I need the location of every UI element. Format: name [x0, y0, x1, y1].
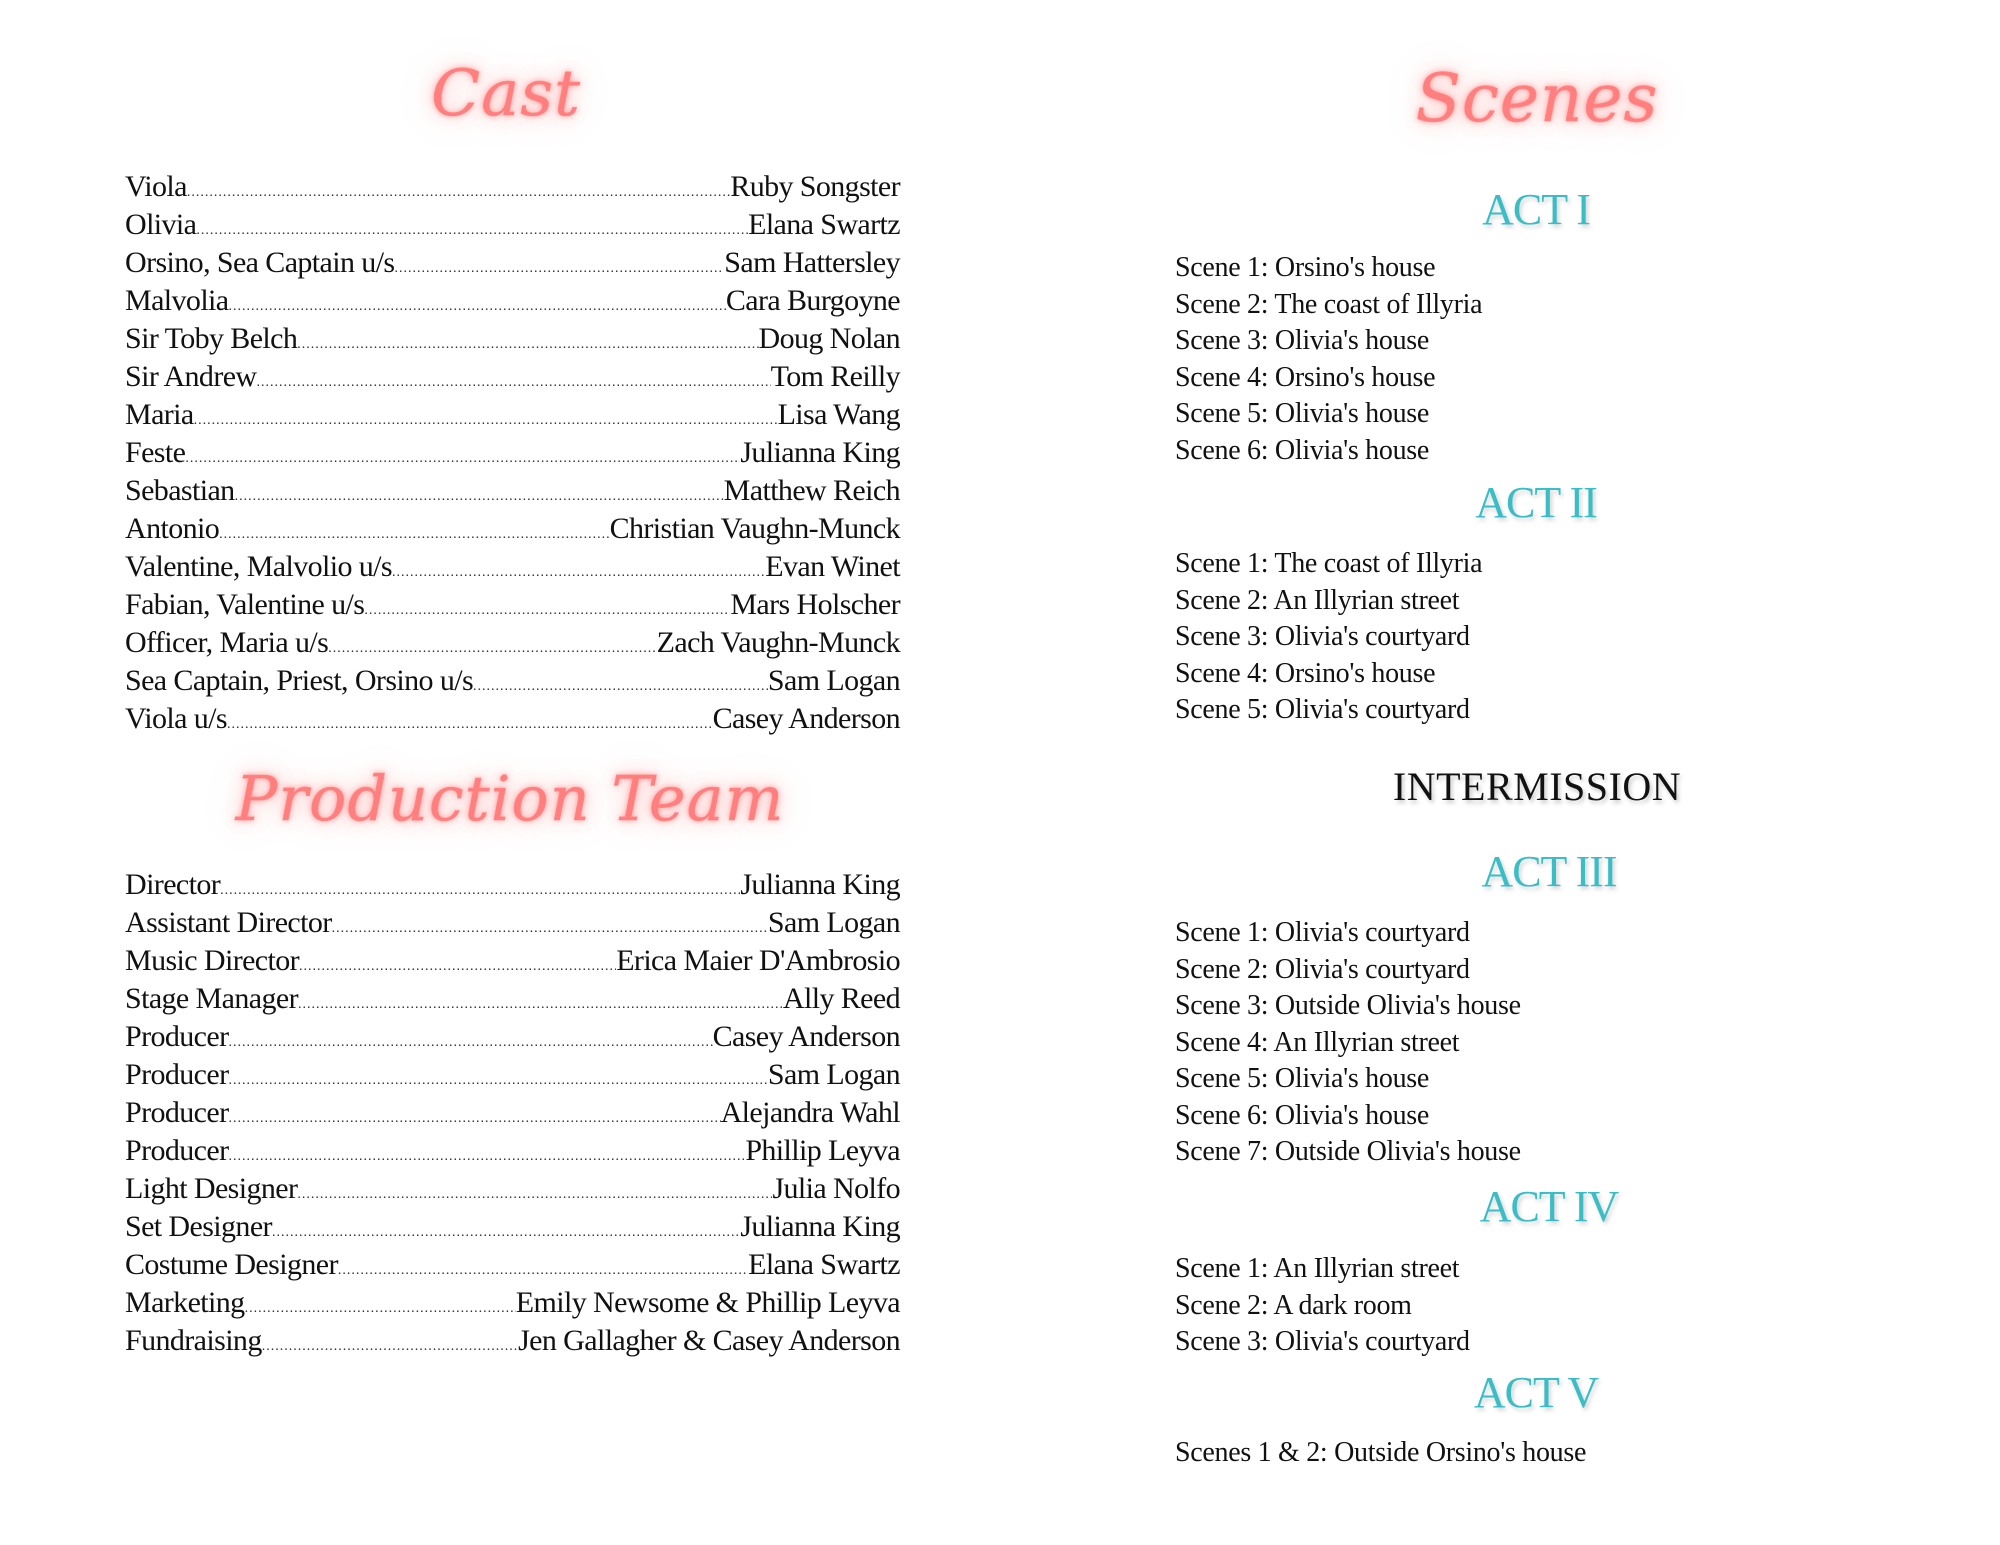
cast-actor: Elana Swartz: [748, 208, 900, 241]
act-4-scene-list: [1175, 1251, 1470, 1361]
scene-item: Scene 3: Olivia's courtyard: [1175, 1326, 1470, 1357]
scene-item: Scene 1: An Illyrian street: [1175, 1253, 1460, 1284]
cast-row: [125, 244, 900, 282]
act-heading-1: ACT I: [1482, 185, 1590, 234]
cast-row: [125, 510, 900, 548]
cast-role: Viola u/s: [125, 702, 227, 735]
cast-actor: Christian Vaughn-Munck: [609, 512, 900, 545]
crew-row: [125, 1322, 900, 1360]
crew-member: Sam Logan: [767, 1058, 900, 1091]
cast-row: [125, 282, 900, 320]
crew-member: Erica Maier D'Ambrosio: [616, 944, 900, 977]
cast-role: Orsino, Sea Captain u/s: [125, 246, 395, 279]
dot-leader: [229, 1062, 768, 1100]
cast-row: [125, 624, 900, 662]
crew-member: Emily Newsome & Phillip Leyva: [515, 1286, 900, 1319]
dot-leader: [298, 986, 783, 1024]
scene-item: Scene 7: Outside Olivia's house: [1175, 1136, 1521, 1167]
scene-item: Scene 1: Orsino's house: [1175, 252, 1436, 283]
crew-member: Elana Swartz: [748, 1248, 900, 1281]
crew-member: Sam Logan: [767, 906, 900, 939]
cast-actor: Evan Winet: [765, 550, 900, 583]
cast-row: [125, 700, 900, 738]
cast-row: [125, 472, 900, 510]
crew-row: [125, 1094, 900, 1132]
cast-list: [125, 168, 900, 738]
crew-role: Producer: [125, 1134, 229, 1167]
cast-row: [125, 396, 900, 434]
dot-leader: [187, 174, 730, 212]
crew-role: Producer: [125, 1020, 229, 1053]
act-heading-3: ACT III: [1481, 847, 1617, 896]
crew-member: Julianna King: [740, 1210, 900, 1243]
cast-row: [125, 434, 900, 472]
scene-item: Scene 2: Olivia's courtyard: [1175, 953, 1470, 985]
crew-role: Marketing: [125, 1286, 245, 1319]
cast-row: [125, 358, 900, 396]
crew-row: [125, 1132, 900, 1170]
crew-row: [125, 980, 900, 1018]
cast-role: Malvolia: [125, 284, 229, 317]
cast-actor: Doug Nolan: [758, 322, 900, 355]
crew-role: Producer: [125, 1096, 229, 1129]
scene-item: Scene 1: The coast of Illyria: [1175, 548, 1483, 579]
act-heading-4: ACT IV: [1479, 1182, 1619, 1231]
cast-role: Maria: [125, 398, 194, 431]
cast-role: Olivia: [125, 208, 197, 241]
scene-item: Scene 6: Olivia's house: [1175, 434, 1429, 466]
cast-role: Sea Captain, Priest, Orsino u/s: [125, 664, 474, 697]
crew-member: Jen Gallagher & Casey Anderson: [518, 1324, 900, 1357]
scene-item: Scene 5: Olivia's house: [1175, 1063, 1429, 1094]
cast-row: [125, 206, 900, 244]
scene-item: Scene 3: Outside Olivia's house: [1175, 990, 1521, 1021]
cast-role: Sebastian: [125, 474, 235, 507]
crew-role: Assistant Director: [125, 906, 332, 939]
intermission-label: INTERMISSION: [1392, 764, 1682, 809]
act-1-scene-list: [1175, 250, 1482, 469]
crew-role: Producer: [125, 1058, 229, 1091]
dot-leader: [227, 706, 713, 744]
dot-leader: [272, 1214, 740, 1252]
cast-row: [125, 662, 900, 700]
cast-role: Valentine, Malvolio u/s: [125, 550, 392, 583]
dot-leader: [395, 250, 725, 288]
cast-role: Viola: [125, 170, 187, 203]
crew-member: Alejandra Wahl: [720, 1096, 900, 1129]
dot-leader: [245, 1290, 516, 1328]
crew-row: [125, 904, 900, 942]
crew-row: [125, 1284, 900, 1322]
crew-member: Julia Nolfo: [772, 1172, 900, 1205]
cast-row: [125, 586, 900, 624]
crew-role: Costume Designer: [125, 1248, 338, 1281]
cast-role: Officer, Maria u/s: [125, 626, 329, 659]
crew-role: Light Designer: [125, 1172, 298, 1205]
crew-row: [125, 1170, 900, 1208]
crew-member: Casey Anderson: [712, 1020, 900, 1053]
scene-item: Scene 2: The coast of Illyria: [1175, 288, 1483, 320]
cast-role: Antonio: [125, 512, 220, 545]
crew-row: [125, 866, 900, 904]
cast-actor: Julianna King: [740, 436, 900, 469]
act-5-scene-list: [1175, 1435, 1586, 1472]
dot-leader: [262, 1328, 518, 1366]
cast-role: Feste: [125, 436, 186, 469]
dot-leader: [299, 948, 616, 986]
cast-actor: Mars Holscher: [730, 588, 900, 621]
scene-item: Scene 3: Olivia's courtyard: [1175, 621, 1470, 652]
crew-role: Director: [125, 868, 221, 901]
scene-item: Scene 4: An Illyrian street: [1175, 1026, 1460, 1058]
scene-item: Scenes 1 & 2: Outside Orsino's house: [1175, 1437, 1587, 1468]
crew-row: [125, 1208, 900, 1246]
cast-actor: Ruby Songster: [730, 170, 900, 203]
dot-leader: [257, 364, 771, 402]
production-team-list: [125, 866, 900, 1360]
cast-actor: Casey Anderson: [712, 702, 900, 735]
cast-actor: Matthew Reich: [723, 474, 900, 507]
crew-role: Stage Manager: [125, 982, 298, 1015]
dot-leader: [297, 1176, 772, 1214]
cast-title: Cast: [431, 57, 581, 131]
dot-leader: [229, 288, 726, 326]
cast-role: Sir Toby Belch: [125, 322, 298, 355]
cast-role: Fabian, Valentine u/s: [125, 588, 365, 621]
scene-item: Scene 5: Olivia's house: [1175, 398, 1429, 429]
cast-role: Sir Andrew: [125, 360, 257, 393]
dot-leader: [229, 1024, 713, 1062]
scene-item: Scene 3: Olivia's house: [1175, 325, 1429, 356]
dot-leader: [297, 326, 758, 364]
dot-leader: [392, 554, 765, 592]
scene-item: Scene 4: Orsino's house: [1175, 657, 1436, 689]
crew-member: Phillip Leyva: [745, 1134, 900, 1167]
cast-row: [125, 168, 900, 206]
cast-actor: Cara Burgoyne: [725, 284, 900, 317]
dot-leader: [229, 1100, 721, 1138]
cast-row: [125, 320, 900, 358]
crew-row: [125, 942, 900, 980]
crew-member: Julianna King: [740, 868, 900, 901]
dot-leader: [229, 1138, 746, 1176]
cast-actor: Sam Hattersley: [724, 246, 900, 279]
scenes-title: Scenes: [1415, 60, 1659, 137]
scene-item: Scene 4: Orsino's house: [1175, 361, 1436, 393]
scene-item: Scene 2: A dark room: [1175, 1289, 1412, 1321]
cast-row: [125, 548, 900, 586]
crew-row: [125, 1056, 900, 1094]
act-heading-5: ACT V: [1473, 1368, 1599, 1417]
scene-item: Scene 1: Olivia's courtyard: [1175, 917, 1470, 948]
crew-role: Set Designer: [125, 1210, 272, 1243]
cast-actor: Zach Vaughn-Munck: [656, 626, 900, 659]
crew-role: Music Director: [125, 944, 300, 977]
crew-member: Ally Reed: [782, 982, 900, 1015]
crew-row: [125, 1018, 900, 1056]
cast-actor: Tom Reilly: [770, 360, 900, 393]
crew-role: Fundraising: [125, 1324, 262, 1357]
crew-row: [125, 1246, 900, 1284]
act-2-scene-list: [1175, 546, 1482, 729]
scene-item: Scene 2: An Illyrian street: [1175, 584, 1460, 616]
cast-actor: Sam Logan: [767, 664, 900, 697]
scene-item: Scene 6: Olivia's house: [1175, 1099, 1429, 1131]
act-heading-2: ACT II: [1475, 478, 1597, 527]
dot-leader: [194, 402, 778, 440]
cast-actor: Lisa Wang: [777, 398, 900, 431]
production-team-title: Production Team: [235, 762, 785, 835]
act-3-scene-list: [1175, 915, 1521, 1171]
scene-item: Scene 5: Olivia's courtyard: [1175, 694, 1470, 725]
dot-leader: [185, 440, 740, 478]
